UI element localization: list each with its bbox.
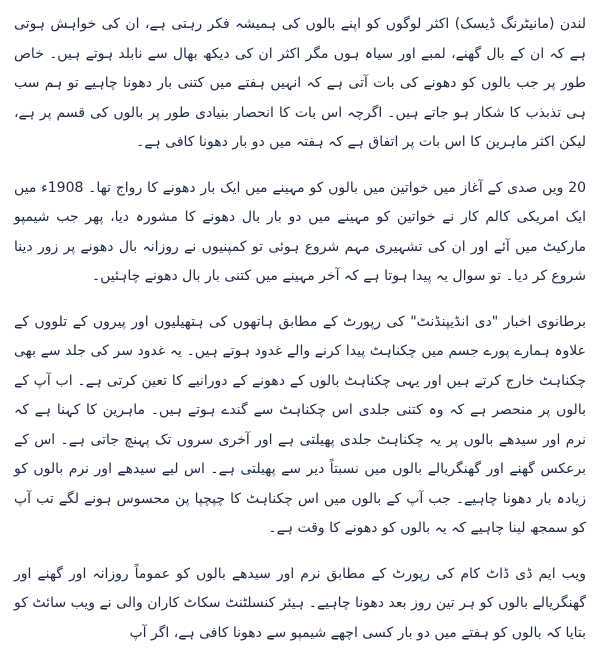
article-paragraph-3: برطانوی اخبار "دی انڈیپنڈنٹ" کی رپورٹ کے مطابق ہاتھوں کی ہتھیلیوں اور پیروں کے تلووں کے علاوہ ہمارے پورے جسم میں چکناہٹ پیدا کرنے والے غدود ہوتے ہیں۔ یہ غدود سر کی جلد سے بھی چکناہٹ خارج کرتے ہیں اور یہی چکناہٹ بالوں کے دھونے کے دورانیے کا تعین کرتی ہے۔ اب آپ کے بالوں پر منحصر ہے کہ وہ کتنی جلدی اس چکناہٹ سے گندے ہوتے ہیں۔ ماہرین کا کہنا ہے کہ نرم اور سیدھے بالوں پر یہ چکناہٹ جلدی پھیلتی ہے اور آخری سروں تک پہنچ جاتی ہے۔ اس کے برعکس گھنے اور گھنگریالے بالوں میں نسبتاً دیر سے پھیلتی ہے۔ اس لیے سیدھے اور نرم بالوں کو زیادہ بار دھونا چاہیے۔ جب آپ کے بالوں میں اس چکناہٹ کا چپچپا پن محسوس ہونے لگے تب آپ کو سمجھ لینا چاہیے کہ یہ بالوں کو دھونے کا وقت ہے۔ <box>14 308 586 544</box>
article-paragraph-1: لندن (مانیٹرنگ ڈیسک) اکثر لوگوں کو اپنے بالوں کی ہمیشہ فکر رہتی ہے، ان کی خواہش ہوتی ہے کہ ان کے بال گھنے، لمبے اور سیاہ ہوں مگر اکثر ان کی دیکھ بھال سے نابلد ہوتے ہیں۔ خاص طور پر جب بالوں کو دھونے کی بات آتی ہے کہ انہیں ہفتے میں کتنی بار دھونا چاہیے تو ہم سب ہی تذبذب کا شکار ہو جاتے ہیں۔ اگرچہ اس بات کا انحصار بنیادی طور پر بالوں کی قسم پر ہے، لیکن اکثر ماہرین کا اس بات پر اتفاق ہے کہ ہفتہ میں دو بار دھونا کافی ہے۔ <box>14 10 586 158</box>
article-paragraph-4: ویب ایم ڈی ڈاٹ کام کی رپورٹ کے مطابق نرم اور سیدھے بالوں کو عموماً روزانہ اور گھنے اور گھنگریالے بالوں کو ہر تین روز بعد دھونا چاہیے۔ ہیئر کنسلٹنٹ سکاٹ کاران والی نے ویب سائٹ کو بتایا کہ بالوں کو ہفتے میں دو بار کسی اچھے شیمپو سے دھونا کافی ہے، اگر آپ <box>14 560 586 648</box>
article-paragraph-2: 20 ویں صدی کے آغاز میں خواتین میں بالوں کو مہینے میں ایک بار دھونے کا رواج تھا۔ 1908ء میں ایک امریکی کالم کار نے خواتین کو مہینے میں دو بار بال دھونے کا مشورہ دیا، پھر جب شیمپو مارکیٹ میں آئے اور ان کی تشہیری مہم شروع ہوئی تو کمپنیوں نے روزانہ بال دھونے پر زور دینا شروع کر دیا۔ تو سوال یہ پیدا ہوتا ہے کہ آخر مہینے میں کتنی بار بال دھونے چاہئیں۔ <box>14 174 586 292</box>
